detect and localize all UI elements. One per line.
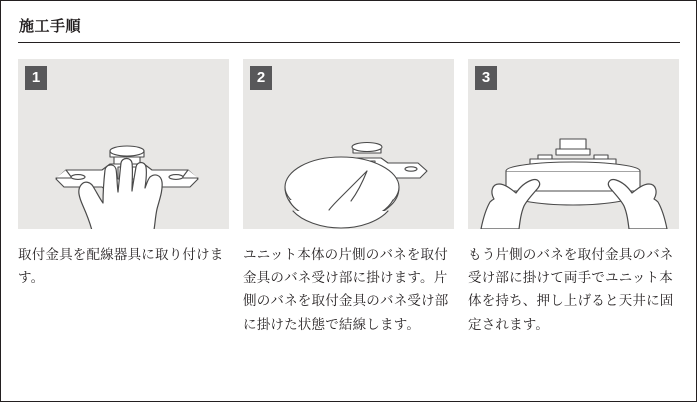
- step-1-mounting-bracket-illustration: [18, 59, 229, 229]
- steps-container: [18, 59, 681, 336]
- step-2: [243, 59, 454, 336]
- step-1-figure: [18, 59, 229, 229]
- step-2-spring-hook-illustration: [243, 59, 454, 229]
- step-1: [18, 59, 229, 336]
- step-2-figure: [243, 59, 454, 229]
- step-2-number-badge: 2: [250, 66, 272, 90]
- step-1-number-badge: 1: [25, 66, 47, 90]
- step-3-number-badge: 3: [475, 66, 497, 90]
- step-3-push-up-fix-illustration: [468, 59, 679, 229]
- step-3-caption: もう片側のバネを取付金具のバネ受け部に掛けて両手でユニット本体を持ち、押し上げると天井に固定されます。: [468, 247, 674, 332]
- step-3-figure: [468, 59, 679, 229]
- step-1-caption: 取付金具を配線器具に取り付けます。: [18, 247, 224, 286]
- step-3: [468, 59, 679, 336]
- title-divider: [18, 42, 680, 43]
- step-2-caption: ユニット本体の片側のバネを取付金具のバネ受け部に掛けます。片側のバネを取付金具のバネ受け部に掛けた状態で結線します。: [243, 247, 449, 332]
- page-title: 施工手順: [19, 18, 82, 35]
